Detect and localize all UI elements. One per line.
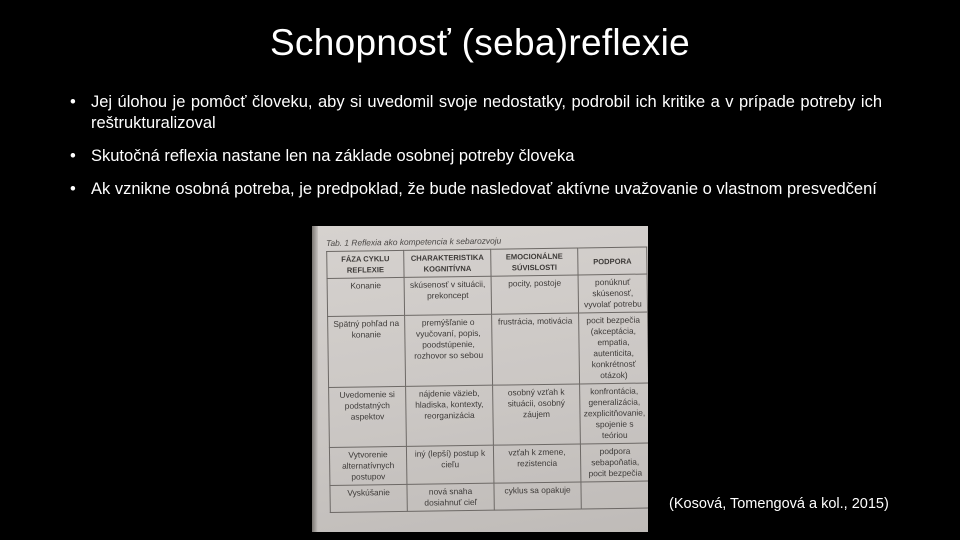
table-caption: Tab. 1 Reflexia ako kompetencia k sebarozvoju bbox=[326, 235, 502, 248]
bullet-dot: • bbox=[70, 147, 76, 165]
table-row bbox=[328, 312, 648, 387]
table-row bbox=[329, 443, 648, 485]
citation: (Kosová, Tomengová a kol., 2015) bbox=[665, 494, 925, 514]
table-row bbox=[329, 383, 648, 447]
table-cell: Uvedomenie si podstatných aspektov bbox=[329, 386, 407, 447]
bullet-dot: • bbox=[70, 93, 76, 111]
bullet-text: Skutočná reflexia nastane len na základe osobnej potreby človeka bbox=[91, 147, 575, 165]
table-cell: pocity, postoje bbox=[491, 275, 579, 314]
bullet-text: Jej úlohou je pomôcť človeku, aby si uvedomil svoje nedostatky, podrobil ich kritike a v prípade potreby ich reštrukturalizoval bbox=[91, 93, 882, 132]
bullet-dot: • bbox=[70, 180, 76, 198]
table-cell: nová snaha dosiahnuť cieľ bbox=[407, 483, 494, 511]
table-cell: frustrácia, motivácia bbox=[492, 313, 580, 385]
table-cell: iný (lepší) postup k cieľu bbox=[406, 445, 494, 484]
table-cell: ponúknuť skúsenosť, vyvolať potrebu bbox=[578, 274, 648, 313]
bullet-item bbox=[68, 179, 882, 200]
bullet-list bbox=[68, 92, 882, 212]
table-cell: cyklus sa opakuje bbox=[494, 482, 581, 510]
bullet-item bbox=[68, 146, 882, 167]
bullet-text: Ak vznikne osobná potreba, je predpoklad, že bude nasledovať aktívne uvažovanie o vlastnom presvedčení bbox=[91, 180, 877, 198]
slide-title: Schopnosť (seba)reflexie bbox=[269, 22, 691, 63]
table-header-cell: EMOCIONÁLNE SÚVISLOSTI bbox=[491, 248, 578, 276]
table-cell: Konanie bbox=[327, 277, 405, 316]
table-photo bbox=[312, 226, 648, 532]
table-cell: Vyskúšanie bbox=[330, 484, 407, 512]
table-cell bbox=[581, 481, 648, 509]
table-cell: nájdenie väzieb, hladiska, kontexty, reorganizácia bbox=[406, 385, 494, 446]
bullet-item bbox=[68, 92, 882, 134]
table-header-cell: FÁZA CYKLU REFLEXIE bbox=[327, 250, 404, 278]
table-cell: Spätný pohľad na konanie bbox=[328, 315, 406, 387]
table-cell: vzťah k zmene, rezistencia bbox=[493, 444, 581, 483]
table-cell: skúsenosť v situácii, prekoncept bbox=[404, 276, 492, 315]
table-header-cell: CHARAKTERISTIKA KOGNITÍVNA bbox=[404, 249, 491, 277]
table-row bbox=[327, 274, 647, 316]
photo-edge-shadow bbox=[312, 226, 318, 532]
table-cell: konfrontácia, generalizácia, zexplicitňovanie, spojenie s teóriou bbox=[580, 383, 648, 444]
reflection-table bbox=[326, 234, 648, 513]
table-header-cell: PODPORA bbox=[578, 247, 647, 275]
table-row bbox=[330, 481, 648, 512]
table-cell: osobný vzťah k situácii, osobný záujem bbox=[493, 384, 581, 445]
table-cell: premýšľanie o vyučovaní, popis, poodstúpenie, rozhovor so sebou bbox=[405, 314, 493, 386]
table-cell: Vytvorenie alternatívnych postupov bbox=[329, 446, 407, 485]
table-cell: podpora sebapoňatia, pocit bezpečia bbox=[580, 443, 648, 482]
table-cell: pocit bezpečia (akceptácia, empatia, autenticita, konkrétnosť otázok) bbox=[579, 312, 648, 384]
